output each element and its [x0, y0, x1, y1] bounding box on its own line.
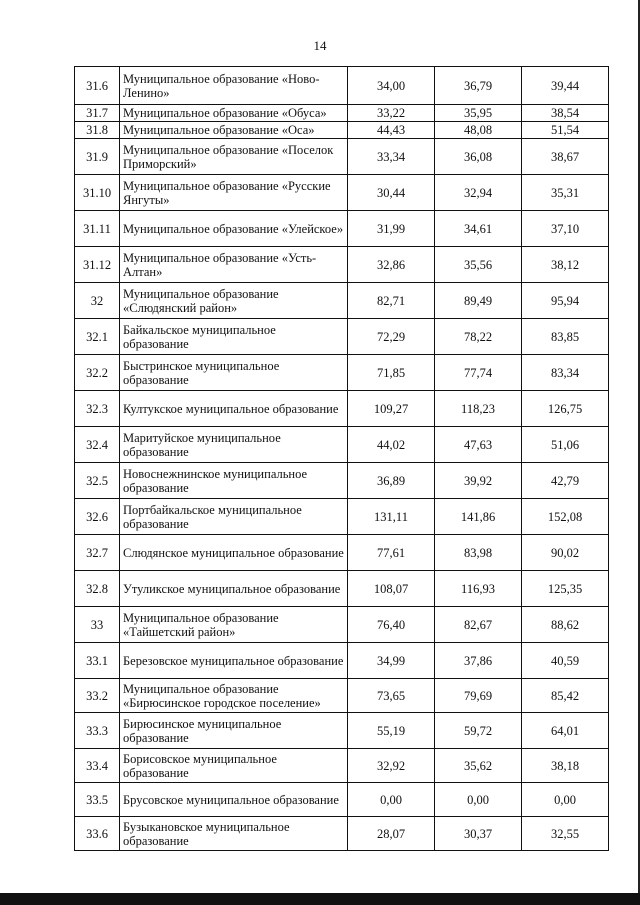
table-row: [75, 749, 609, 783]
value-col-1: 108,07: [348, 571, 435, 607]
value-col-1: 71,85: [348, 355, 435, 391]
value-col-1: 31,99: [348, 211, 435, 247]
row-name: Быстринское муниципальное образование: [120, 355, 348, 391]
value-col-1: 36,89: [348, 463, 435, 499]
value-col-3: 37,10: [522, 211, 609, 247]
value-col-1: 109,27: [348, 391, 435, 427]
table-row: [75, 817, 609, 851]
value-col-2: 118,23: [435, 391, 522, 427]
value-col-2: 30,37: [435, 817, 522, 851]
row-number: 32.5: [75, 463, 120, 499]
table-row: [75, 427, 609, 463]
row-name: Муниципальное образование «Оса»: [120, 122, 348, 139]
value-col-1: 77,61: [348, 535, 435, 571]
row-number: 32.2: [75, 355, 120, 391]
table-row: [75, 607, 609, 643]
row-name: Муниципальное образование «Усть-Алтан»: [120, 247, 348, 283]
value-col-2: 39,92: [435, 463, 522, 499]
row-number: 32.1: [75, 319, 120, 355]
value-col-3: 51,06: [522, 427, 609, 463]
value-col-2: 141,86: [435, 499, 522, 535]
table-row: [75, 247, 609, 283]
row-name: Портбайкальское муниципальное образование: [120, 499, 348, 535]
table-row: [75, 571, 609, 607]
value-col-2: 37,86: [435, 643, 522, 679]
row-name: Байкальское муниципальное образование: [120, 319, 348, 355]
row-number: 33: [75, 607, 120, 643]
row-name: Брусовское муниципальное образование: [120, 783, 348, 817]
row-name: Муниципальное образование «Тайшетский район»: [120, 607, 348, 643]
row-number: 31.11: [75, 211, 120, 247]
row-name: Бузыкановское муниципальное образование: [120, 817, 348, 851]
tariff-table: [74, 66, 609, 851]
row-number: 31.6: [75, 67, 120, 105]
value-col-3: 38,18: [522, 749, 609, 783]
row-number: 33.4: [75, 749, 120, 783]
value-col-3: 90,02: [522, 535, 609, 571]
value-col-2: 79,69: [435, 679, 522, 713]
row-name: Муниципальное образование «Обуса»: [120, 105, 348, 122]
row-number: 32.4: [75, 427, 120, 463]
value-col-3: 35,31: [522, 175, 609, 211]
table-row: [75, 643, 609, 679]
value-col-2: 48,08: [435, 122, 522, 139]
table-row: [75, 535, 609, 571]
table-row: [75, 319, 609, 355]
value-col-1: 76,40: [348, 607, 435, 643]
table-row: [75, 175, 609, 211]
value-col-3: 0,00: [522, 783, 609, 817]
table-row: [75, 105, 609, 122]
row-number: 31.12: [75, 247, 120, 283]
value-col-2: 77,74: [435, 355, 522, 391]
value-col-2: 116,93: [435, 571, 522, 607]
table-row: [75, 783, 609, 817]
value-col-1: 28,07: [348, 817, 435, 851]
row-name: Муниципальное образование «Улейское»: [120, 211, 348, 247]
table-row: [75, 122, 609, 139]
value-col-2: 35,62: [435, 749, 522, 783]
value-col-1: 72,29: [348, 319, 435, 355]
row-number: 31.8: [75, 122, 120, 139]
row-name: Борисовское муниципальное образование: [120, 749, 348, 783]
row-number: 32.8: [75, 571, 120, 607]
value-col-1: 33,22: [348, 105, 435, 122]
table-row: [75, 67, 609, 105]
row-number: 32.3: [75, 391, 120, 427]
table-row: [75, 499, 609, 535]
value-col-2: 89,49: [435, 283, 522, 319]
value-col-1: 0,00: [348, 783, 435, 817]
value-col-3: 95,94: [522, 283, 609, 319]
row-number: 32.6: [75, 499, 120, 535]
row-name: Муниципальное образование «Ново-Ленино»: [120, 67, 348, 105]
value-col-3: 126,75: [522, 391, 609, 427]
value-col-3: 39,44: [522, 67, 609, 105]
row-name: Муниципальное образование «Русские Янгуты»: [120, 175, 348, 211]
value-col-1: 44,02: [348, 427, 435, 463]
table-row: [75, 283, 609, 319]
value-col-3: 88,62: [522, 607, 609, 643]
value-col-1: 32,86: [348, 247, 435, 283]
table-row: [75, 679, 609, 713]
value-col-2: 35,95: [435, 105, 522, 122]
row-name: Слюдянское муниципальное образование: [120, 535, 348, 571]
row-name: Бирюсинское муниципальное образование: [120, 713, 348, 749]
row-number: 31.10: [75, 175, 120, 211]
value-col-1: 82,71: [348, 283, 435, 319]
value-col-3: 32,55: [522, 817, 609, 851]
value-col-1: 44,43: [348, 122, 435, 139]
value-col-3: 85,42: [522, 679, 609, 713]
value-col-2: 47,63: [435, 427, 522, 463]
value-col-1: 30,44: [348, 175, 435, 211]
value-col-2: 59,72: [435, 713, 522, 749]
value-col-2: 83,98: [435, 535, 522, 571]
value-col-2: 36,79: [435, 67, 522, 105]
value-col-1: 55,19: [348, 713, 435, 749]
value-col-3: 38,67: [522, 139, 609, 175]
value-col-3: 51,54: [522, 122, 609, 139]
value-col-2: 78,22: [435, 319, 522, 355]
row-number: 31.7: [75, 105, 120, 122]
value-col-3: 38,54: [522, 105, 609, 122]
value-col-3: 40,59: [522, 643, 609, 679]
table-row: [75, 211, 609, 247]
value-col-3: 83,85: [522, 319, 609, 355]
value-col-2: 0,00: [435, 783, 522, 817]
value-col-3: 42,79: [522, 463, 609, 499]
table-row: [75, 355, 609, 391]
value-col-3: 64,01: [522, 713, 609, 749]
row-name: Муниципальное образование «Поселок Приморский»: [120, 139, 348, 175]
row-name: Муниципальное образование «Бирюсинское городское поселение»: [120, 679, 348, 713]
value-col-1: 32,92: [348, 749, 435, 783]
row-number: 32.7: [75, 535, 120, 571]
page-number: 14: [313, 38, 327, 53]
row-number: 33.3: [75, 713, 120, 749]
row-number: 31.9: [75, 139, 120, 175]
value-col-3: 152,08: [522, 499, 609, 535]
table-row: [75, 713, 609, 749]
row-name: Култукское муниципальное образование: [120, 391, 348, 427]
value-col-2: 34,61: [435, 211, 522, 247]
value-col-3: 83,34: [522, 355, 609, 391]
table-body: [75, 67, 609, 851]
value-col-2: 36,08: [435, 139, 522, 175]
value-col-3: 38,12: [522, 247, 609, 283]
value-col-1: 34,00: [348, 67, 435, 105]
value-col-2: 82,67: [435, 607, 522, 643]
row-name: Березовское муниципальное образование: [120, 643, 348, 679]
value-col-1: 131,11: [348, 499, 435, 535]
row-name: Маритуйское муниципальное образование: [120, 427, 348, 463]
value-col-2: 35,56: [435, 247, 522, 283]
scan-edge-bottom: [0, 893, 640, 905]
row-name: Новоснежнинское муниципальное образование: [120, 463, 348, 499]
row-number: 33.2: [75, 679, 120, 713]
row-number: 33.6: [75, 817, 120, 851]
table-row: [75, 139, 609, 175]
value-col-1: 34,99: [348, 643, 435, 679]
table-row: [75, 463, 609, 499]
row-number: 32: [75, 283, 120, 319]
value-col-3: 125,35: [522, 571, 609, 607]
table-row: [75, 391, 609, 427]
row-number: 33.5: [75, 783, 120, 817]
row-name: Муниципальное образование «Слюдянский район»: [120, 283, 348, 319]
value-col-2: 32,94: [435, 175, 522, 211]
value-col-1: 33,34: [348, 139, 435, 175]
row-number: 33.1: [75, 643, 120, 679]
value-col-1: 73,65: [348, 679, 435, 713]
row-name: Утуликское муниципальное образование: [120, 571, 348, 607]
